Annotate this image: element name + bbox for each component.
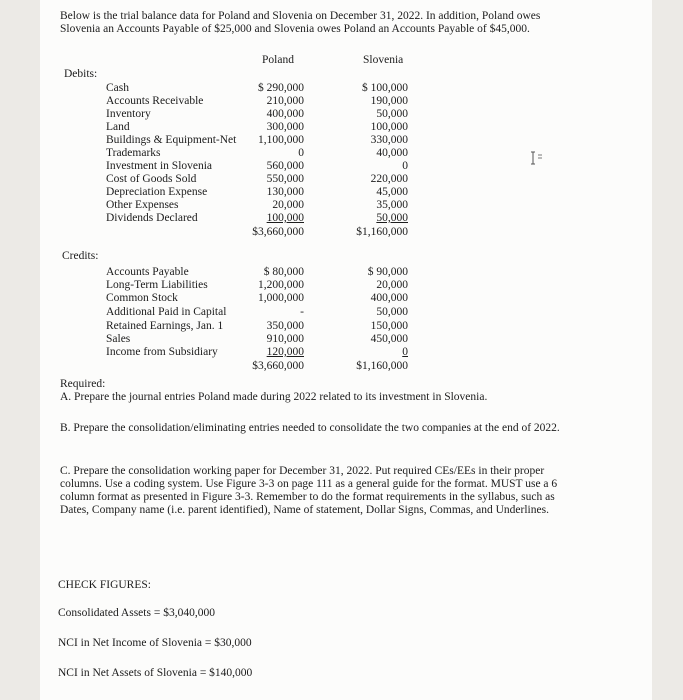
credit-row-poland: 1,200,000 (258, 279, 304, 291)
credit-row-poland: 350,000 (266, 320, 304, 332)
check-figures-heading: CHECK FIGURES: (58, 579, 151, 591)
debit-row-poland: 400,000 (266, 108, 304, 120)
debit-row-poland: 0 (298, 147, 304, 159)
intro-paragraph: Below is the trial balance data for Poland and Slovenia on December 31, 2022. In addition, Poland owes Slovenia an Accounts Payable of $25,000 and Slovenia owes Poland an Accounts Payable of $45,000. (60, 10, 541, 35)
debit-row-label: Buildings & Equipment-Net (106, 134, 237, 146)
debit-row-poland: 20,000 (272, 199, 304, 211)
debit-row-slovenia: 0 (402, 160, 408, 172)
debit-row-label: Depreciation Expense (106, 186, 208, 198)
debit-row-poland: 300,000 (266, 121, 304, 133)
debit-row-label: Dividends Declared (106, 212, 198, 224)
credits-heading: Credits: (62, 250, 99, 262)
debit-row-poland: 210,000 (266, 95, 304, 107)
debit-row-label: Accounts Receivable (106, 95, 204, 107)
check-figure-item: Consolidated Assets = $3,040,000 (58, 607, 215, 619)
credit-row-label: Sales (106, 333, 131, 345)
column-header-slovenia: Slovenia (363, 54, 404, 66)
debit-row-label: Inventory (106, 108, 151, 120)
credit-row-label: Common Stock (106, 292, 178, 304)
debit-row-slovenia: 190,000 (370, 95, 408, 107)
debit-row-poland: 100,000 (266, 212, 304, 224)
required-part-b: B. Prepare the consolidation/eliminating entries needed to consolidate the two companies at the end of 2022. (60, 422, 560, 434)
credit-row-poland: $ 80,000 (263, 266, 304, 278)
debit-row-poland: 550,000 (266, 173, 304, 185)
text-cursor-icon (530, 150, 546, 166)
debit-row-label: Trademarks (106, 147, 161, 159)
debit-row-slovenia: 330,000 (370, 134, 408, 146)
debit-row-poland: $ 290,000 (258, 82, 304, 94)
debit-row-slovenia: 35,000 (376, 199, 408, 211)
document-page (40, 0, 652, 700)
credit-row-slovenia: 150,000 (370, 320, 408, 332)
credit-row-poland: 120,000 (266, 346, 304, 358)
debit-row-slovenia: 100,000 (370, 121, 408, 133)
check-figure-item: NCI in Net Assets of Slovenia = $140,000 (58, 667, 253, 679)
debits-heading: Debits: (64, 68, 98, 80)
debit-row-slovenia: 45,000 (376, 186, 408, 198)
debit-row-slovenia: 50,000 (376, 212, 408, 224)
debit-row-label: Cash (106, 82, 129, 94)
check-figure-item: NCI in Net Income of Slovenia = $30,000 (58, 637, 252, 649)
credit-row-slovenia: $ 90,000 (367, 266, 408, 278)
credit-total-poland: $3,660,000 (252, 360, 304, 372)
credit-row-label: Long-Term Liabilities (106, 279, 208, 291)
required-part-c: C. Prepare the consolidation working paper for December 31, 2022. Put required CEs/EEs in their proper columns. Use a coding system. Use Figure 3-3 on page 111 as a general guide for the format. MUST use a 6 column format as presented in Figure 3-3. Remember to do the format requirements in the syllabus, such as Dates, Company name (i.e. parent identified), Name of statement, Dollar Signs, Commas, and Underlines. (60, 465, 558, 516)
debit-row-slovenia: $ 100,000 (362, 82, 408, 94)
debit-total-slovenia: $1,160,000 (356, 226, 408, 238)
debit-row-slovenia: 220,000 (370, 173, 408, 185)
credit-row-poland: - (300, 306, 304, 318)
debit-row-poland: 1,100,000 (258, 134, 304, 146)
credit-row-slovenia: 50,000 (376, 306, 408, 318)
credit-total-slovenia: $1,160,000 (356, 360, 408, 372)
credit-row-poland: 910,000 (266, 333, 304, 345)
credit-row-poland: 1,000,000 (258, 292, 304, 304)
debit-row-poland: 560,000 (266, 160, 304, 172)
debit-row-slovenia: 40,000 (376, 147, 408, 159)
column-header-poland: Poland (262, 54, 294, 66)
credit-row-label: Additional Paid in Capital (106, 306, 227, 318)
credit-row-label: Accounts Payable (106, 266, 189, 278)
credit-row-slovenia: 450,000 (370, 333, 408, 345)
credit-row-slovenia: 0 (402, 346, 408, 358)
debit-row-poland: 130,000 (266, 186, 304, 198)
debit-row-label: Land (106, 121, 130, 133)
credit-row-slovenia: 20,000 (376, 279, 408, 291)
credit-row-label: Income from Subsidiary (106, 346, 218, 358)
required-heading: Required: (60, 378, 106, 390)
required-part-a: A. Prepare the journal entries Poland made during 2022 related to its investment in Slovenia. (60, 391, 488, 403)
debit-row-label: Cost of Goods Sold (106, 173, 197, 185)
debit-row-label: Other Expenses (106, 199, 179, 211)
credit-row-label: Retained Earnings, Jan. 1 (106, 320, 224, 332)
debit-row-label: Investment in Slovenia (106, 160, 213, 172)
debit-total-poland: $3,660,000 (252, 226, 304, 238)
debit-row-slovenia: 50,000 (376, 108, 408, 120)
credit-row-slovenia: 400,000 (370, 292, 408, 304)
